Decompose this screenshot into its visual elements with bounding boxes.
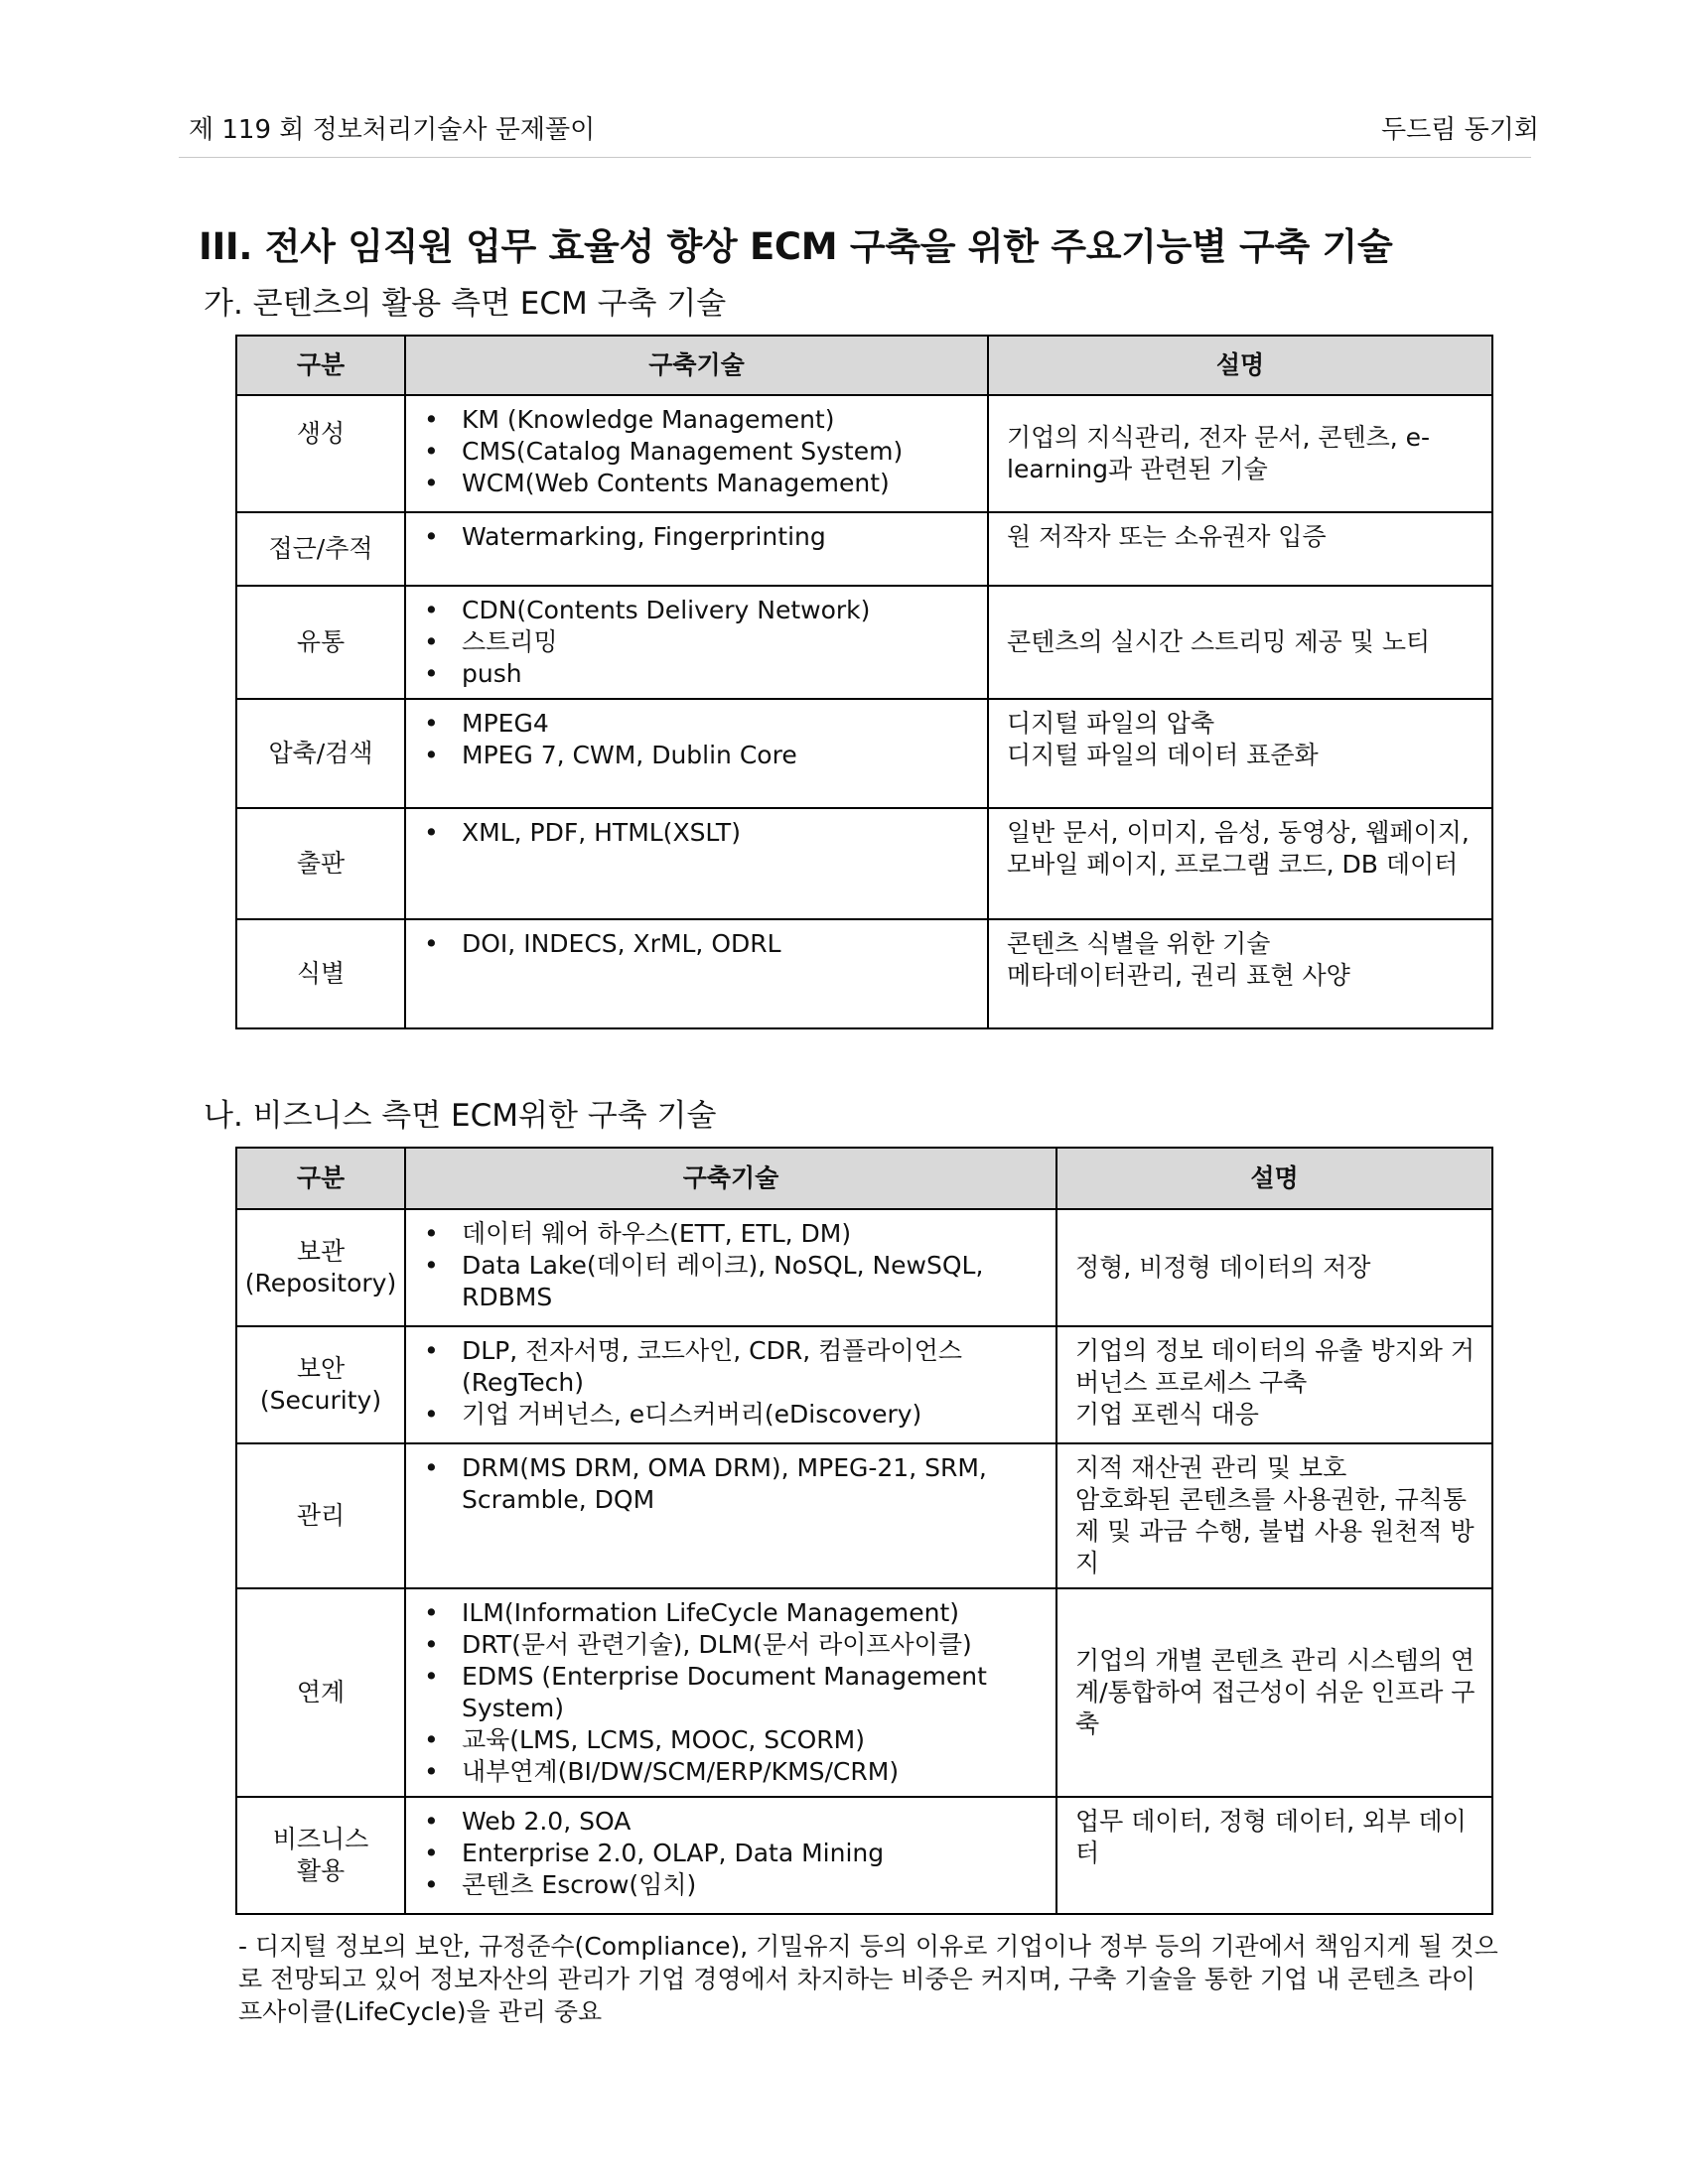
row-category: 접근/추적 [236,512,405,586]
tech-item: • 콘텐츠 Escrow(임치) [424,1869,1038,1901]
row-description: 기업의 지식관리, 전자 문서, 콘텐츠, e-learning과 관련된 기술 [988,395,1492,512]
column-header: 설명 [988,336,1492,395]
row-description: 기업의 정보 데이터의 유출 방지와 거버넌스 프로세스 구축 기업 포렌식 대응 [1056,1326,1492,1443]
tech-item: • MPEG4 [424,708,969,740]
row-category: 보관 (Repository) [236,1209,405,1326]
page-header [189,109,1539,153]
row-category: 생성 [236,395,405,512]
column-header: 구축기술 [405,336,988,395]
row-category: 압축/검색 [236,699,405,808]
tech-item: • DRT(문서 관련기술), DLM(문서 라이프사이클) [424,1629,1038,1661]
section2-title: 나. 비즈니스 측면 ECM위한 구축 기술 [204,1098,717,1134]
tech-item: • Enterprise 2.0, OLAP, Data Mining [424,1838,1038,1869]
row-tech [405,1209,1056,1326]
row-description: 정형, 비정형 데이터의 저장 [1056,1209,1492,1326]
row-tech [405,1443,1056,1588]
header-left-text: 제 119 회 정보처리기술사 문제풀이 [189,115,596,145]
row-description: 콘텐츠 식별을 위한 기술 메타데이터관리, 권리 표현 사양 [988,919,1492,1028]
tech-item: • WCM(Web Contents Management) [424,468,969,499]
tech-item: • Data Lake(데이터 레이크), NoSQL, NewSQL, RDBMS [424,1250,1038,1313]
column-header: 구축기술 [405,1148,1056,1209]
row-description: 원 저작자 또는 소유권자 입증 [988,512,1492,586]
summary-note: - 디지털 정보의 보안, 규정준수(Compliance), 기밀유지 등의 이유로 기업이나 정부 등의 기관에서 책임지게 될 것으로 전망되고 있어 정보자산의 관리가 기업 경영에서 차지하는 비중은 커지며, 구축 기술을 통한 기업 내 콘텐츠 라이프사이클(LifeCycle)을 관리 중요 [238,1932,1498,2026]
tech-item: • Web 2.0, SOA [424,1806,1038,1838]
table-row [236,586,1492,699]
tech-item: • MPEG 7, CWM, Dublin Core [424,740,969,771]
section1-title: 가. 콘텐츠의 활용 측면 ECM 구축 기술 [204,286,727,322]
table-row [236,1326,1492,1443]
header-right-text: 두드림 동기회 [1381,115,1539,145]
tech-item: • DOI, INDECS, XrML, ODRL [424,928,969,960]
row-category: 비즈니스 활용 [236,1797,405,1914]
table-row [236,919,1492,1028]
row-tech [405,1797,1056,1914]
column-header: 설명 [1056,1148,1492,1209]
row-category: 유통 [236,586,405,699]
tech-item: • DRM(MS DRM, OMA DRM), MPEG-21, SRM, Scramble, DQM [424,1452,1038,1516]
tech-item: • EDMS (Enterprise Document Management System) [424,1661,1038,1724]
row-description: 업무 데이터, 정형 데이터, 외부 데이터 [1056,1797,1492,1914]
column-header: 구분 [236,336,405,395]
row-description: 디지털 파일의 압축 디지털 파일의 데이터 표준화 [988,699,1492,808]
row-tech [405,699,988,808]
row-category: 식별 [236,919,405,1028]
tech-item: • DLP, 전자서명, 코드사인, CDR, 컴플라이언스 (RegTech) [424,1335,1038,1399]
table-row [236,808,1492,919]
row-tech [405,919,988,1028]
row-category: 관리 [236,1443,405,1588]
row-description: 지적 재산권 관리 및 보호 암호화된 콘텐츠를 사용권한, 규칙통제 및 과금 수행, 불법 사용 원천적 방지 [1056,1443,1492,1588]
row-tech [405,1326,1056,1443]
table-row [236,1443,1492,1588]
row-category: 보안 (Security) [236,1326,405,1443]
row-category: 출판 [236,808,405,919]
table-row [236,1588,1492,1797]
tech-item: • KM (Knowledge Management) [424,404,969,436]
tech-item: • CMS(Catalog Management System) [424,436,969,468]
tech-item: • XML, PDF, HTML(XSLT) [424,817,969,849]
row-tech [405,586,988,699]
row-tech [405,1588,1056,1797]
tech-item: • push [424,658,969,690]
table-row [236,1797,1492,1914]
header-divider [179,157,1531,158]
row-description: 콘텐츠의 실시간 스트리밍 제공 및 노티 [988,586,1492,699]
business-ecm-table [235,1147,1493,1915]
tech-item: • 데이터 웨어 하우스(ETT, ETL, DM) [424,1218,1038,1250]
content-ecm-table [235,335,1493,1029]
tech-item: • 내부연계(BI/DW/SCM/ERP/KMS/CRM) [424,1756,1038,1788]
column-header: 구분 [236,1148,405,1209]
table-row [236,512,1492,586]
row-description: 기업의 개별 콘텐츠 관리 시스템의 연계/통합하여 접근성이 쉬운 인프라 구축 [1056,1588,1492,1797]
tech-item: • ILM(Information LifeCycle Management) [424,1597,1038,1629]
table-row [236,1209,1492,1326]
tech-item: • Watermarking, Fingerprinting [424,521,969,553]
tech-item: • 기업 거버넌스, e디스커버리(eDiscovery) [424,1399,1038,1431]
row-tech [405,808,988,919]
tech-item: • 스트리밍 [424,626,969,658]
tech-item: • 교육(LMS, LCMS, MOOC, SCORM) [424,1724,1038,1756]
row-tech [405,512,988,586]
row-description: 일반 문서, 이미지, 음성, 동영상, 웹페이지, 모바일 페이지, 프로그램 코드, DB 데이터 [988,808,1492,919]
row-category: 연계 [236,1588,405,1797]
tech-item: • CDN(Contents Delivery Network) [424,595,969,626]
table-row [236,395,1492,512]
row-tech [405,395,988,512]
main-title: III. 전사 임직원 업무 효율성 향상 ECM 구축을 위한 주요기능별 구축 기술 [199,225,1393,268]
table-row [236,699,1492,808]
